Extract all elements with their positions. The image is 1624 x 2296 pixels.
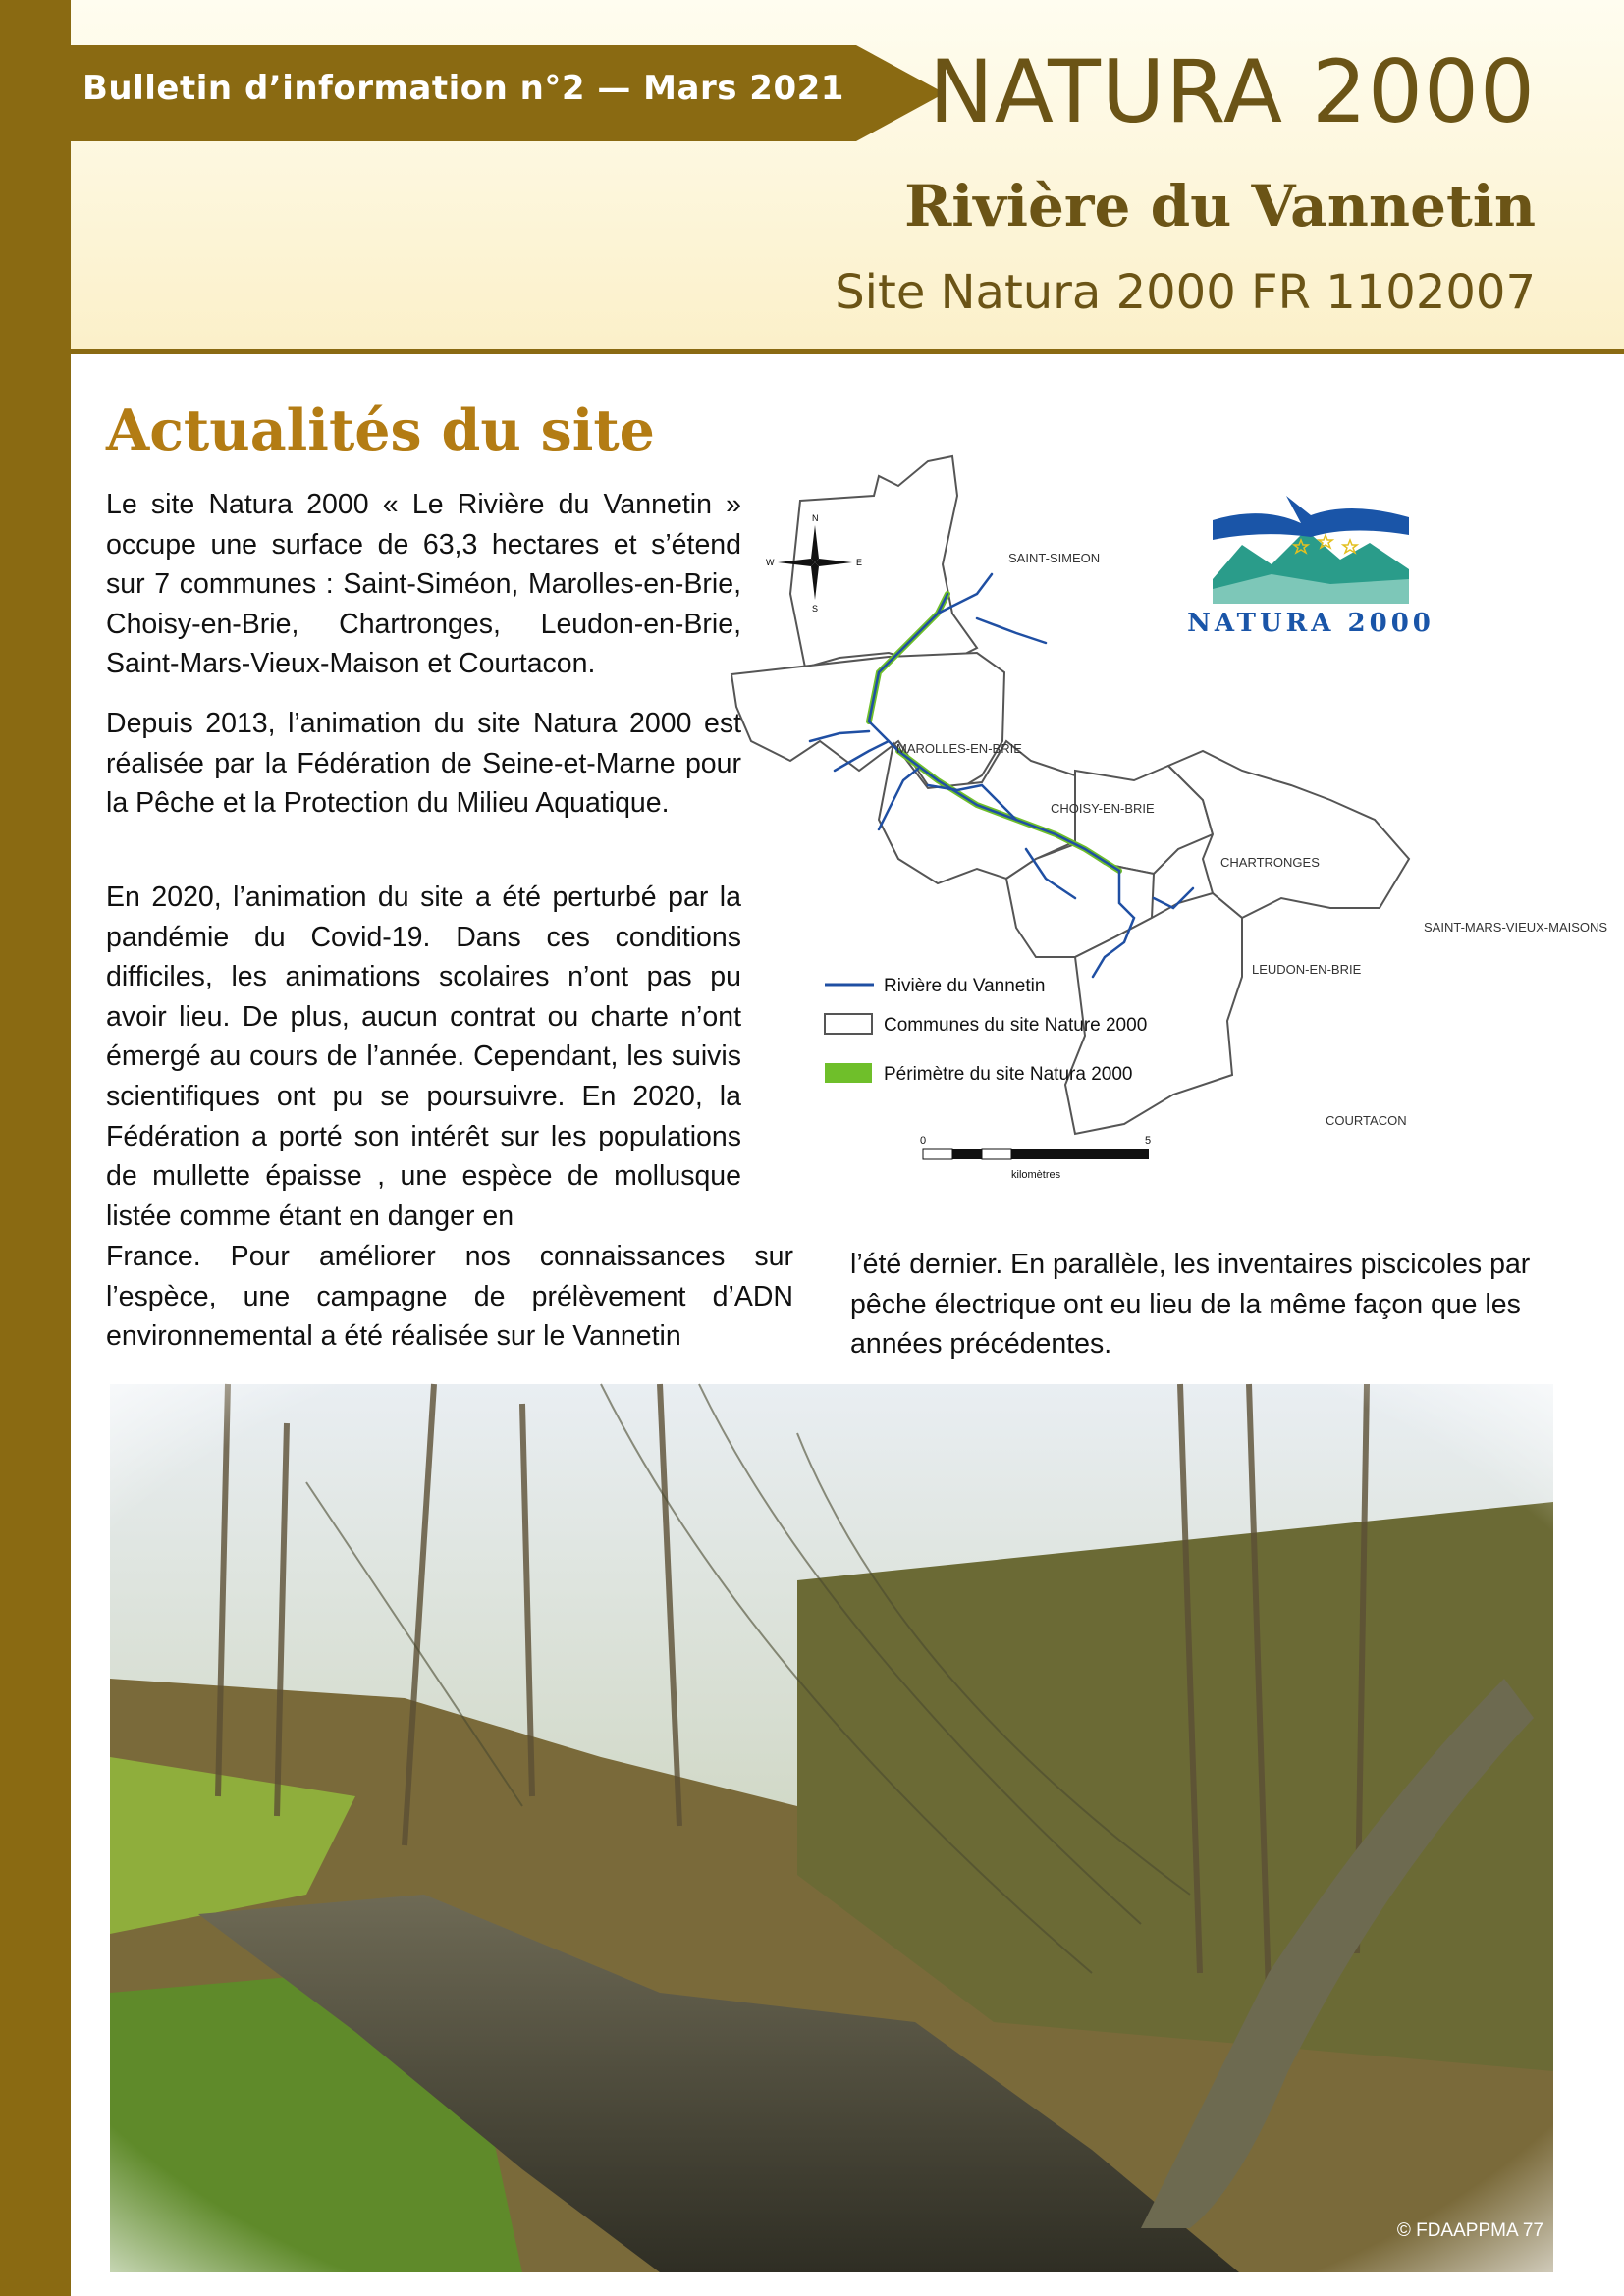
label-choisy: CHOISY-EN-BRIE [1051, 801, 1155, 816]
label-courtacon: COURTACON [1326, 1113, 1407, 1128]
section-title: Actualités du site [106, 398, 655, 463]
legend-perimeter: Périmètre du site Natura 2000 [884, 1064, 1133, 1085]
paragraph-animation: Depuis 2013, l’animation du site Natura 2000 est réalisée par la Fédération de Seine-et-Marne pour la Pêche et la Protection du Milieu Aquatique. [106, 708, 741, 820]
paragraph-covid: En 2020, l’animation du site a été perturbé par la pandémie du Covid-19. Dans ces conditions difficiles, les animations scolaires n’ont pas pu avoir lieu. De plus, aucun contrat ou charte n’ont émergé au cours de l’année. Cependant, les suivis scientifiques ont pu se poursuivre. En 2020, la Fédération a porté son intérêt sur les populations de mullette épaisse , une espèce de mollusque listée comme étant en danger en [106, 881, 741, 1232]
page-title: NATURA 2000 [928, 41, 1536, 142]
paragraph-inventories: l’été dernier. En parallèle, les inventaires piscicoles par pêche électrique ont eu lieu de la même façon que les années précédentes. [850, 1249, 1531, 1361]
paragraph-covid-continued: France. Pour améliorer nos connaissances sur l’espèce, une campagne de prélèvement d’ADN environnemental a été réalisée sur le Vannetin [106, 1241, 793, 1353]
bulletin-label: Bulletin d’information n°2 — Mars 2021 [82, 69, 844, 108]
photo-credit: © FDAAPPMA 77 [1396, 2220, 1543, 2241]
bulletin-banner [71, 45, 945, 141]
label-marolles: MAROLLES-EN-BRIE [896, 741, 1022, 756]
site-code: Site Natura 2000 FR 1102007 [835, 265, 1536, 320]
natura-2000-logo [1187, 486, 1435, 638]
compass-e: E [856, 558, 863, 567]
compass-n: N [812, 513, 819, 523]
scale-end: 5 [1145, 1135, 1152, 1147]
site-name: Rivière du Vannetin [904, 173, 1536, 240]
scale-unit: kilomètres [1011, 1169, 1061, 1181]
label-saint-simeon: SAINT-SIMEON [1008, 551, 1101, 565]
label-saint-mars: SAINT-MARS-VIEUX-MAISONS [1424, 920, 1608, 934]
paragraph-intro: Le site Natura 2000 « Le Rivière du Vannetin » occupe une surface de 63,3 hectares et s’étend sur 7 communes : Saint-Siméon, Marolles-en-Brie, Choisy-en-Brie, Chartronges, Leudon-en-Brie, Saint-Mars-Vieux-Maison et Courtacon. [106, 489, 741, 680]
river-photo [110, 1384, 1553, 2272]
scale-start: 0 [920, 1135, 927, 1147]
compass-w: W [766, 558, 775, 567]
legend-river: Rivière du Vannetin [884, 976, 1046, 996]
header-divider [71, 349, 1624, 354]
label-leudon: LEUDON-EN-BRIE [1252, 962, 1362, 977]
scale-bar [920, 1135, 1151, 1181]
compass-s: S [812, 604, 819, 614]
logo-text: NATURA 2000 [1187, 609, 1435, 638]
label-chartronges: CHARTRONGES [1220, 855, 1320, 870]
site-map [766, 447, 1624, 1212]
left-accent-bar [0, 0, 71, 2296]
legend-communes: Communes du site Nature 2000 [884, 1015, 1148, 1036]
